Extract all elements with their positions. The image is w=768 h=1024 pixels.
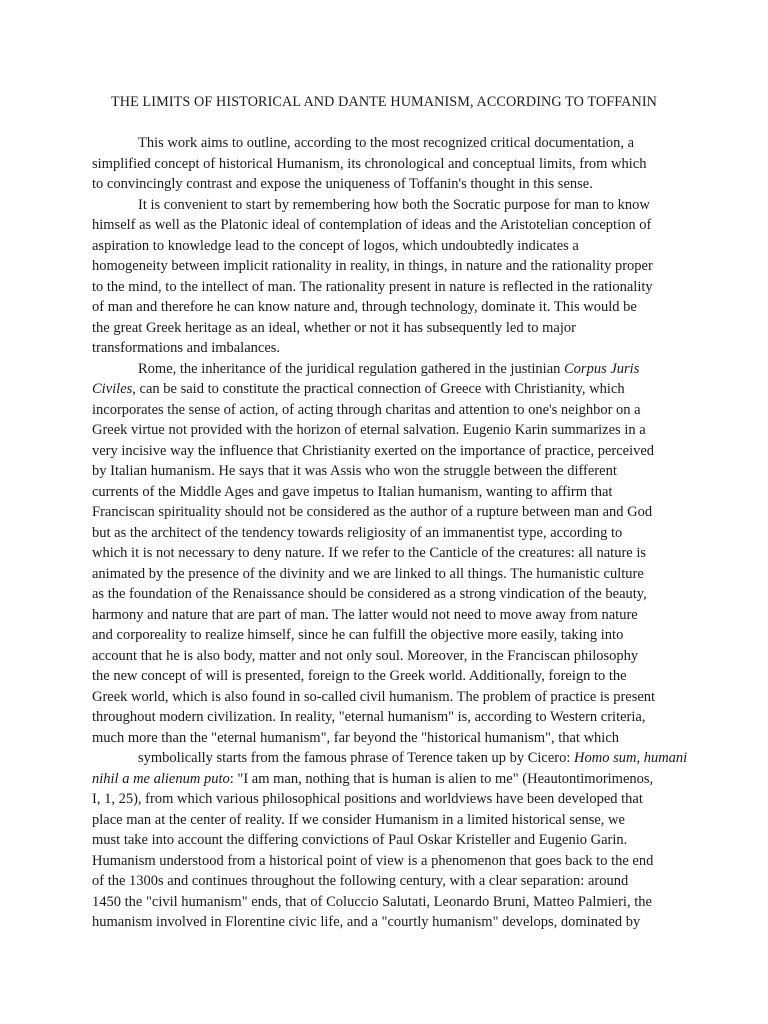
line-text: himself as well as the Platonic ideal of contemplation of ideas and the Aristotelian conception of (92, 217, 652, 233)
text-line (92, 359, 692, 380)
line-text: must take into account the differing convictions of Paul Oskar Kristeller and Eugenio Garin. (92, 832, 628, 848)
line-text: account that he is also body, matter and not only soul. Moreover, in the Franciscan philosophy (92, 647, 639, 664)
text-line (92, 666, 692, 687)
text-line (92, 707, 692, 728)
italic-phrase: Civiles (92, 381, 133, 397)
text-line (92, 584, 692, 605)
line-text: of man and therefore he can know nature and, through technology, dominate it. This would be (92, 299, 637, 315)
line-text: Greek virtue not provided with the horizon of eternal salvation. Eugenio Karin summarizes in a (92, 422, 646, 438)
text-line (92, 379, 692, 400)
text-line (92, 769, 692, 790)
document-body (92, 133, 692, 933)
line-text: harmony and nature that are part of man. The latter would not need to move away from nature (92, 606, 638, 623)
line-text: humanism involved in Florentine civic life, and a "courtly humanism" develops, dominated by (92, 914, 641, 930)
line-text: 1450 the "civil humanism" ends, that of Coluccio Salutati, Leonardo Bruni, Matteo Palmieri, the (92, 893, 652, 910)
line-text: Humanism understood from a historical point of view is a phenomenon that goes back to the end (92, 852, 654, 869)
text-line (92, 748, 692, 769)
line-text: , can be said to constitute the practical connection of Greece with Christianity, which (132, 381, 625, 397)
text-line (92, 605, 692, 626)
line-text: place man at the center of reality. If we consider Humanism in a limited historical sense, we (92, 811, 625, 828)
line-text: to the mind, to the intellect of man. The rationality present in nature is reflected in the rationality (92, 278, 653, 295)
text-line (92, 318, 692, 339)
line-text: transformations and imbalances. (92, 340, 281, 356)
text-line (92, 215, 692, 236)
line-text: incorporates the sense of action, of acting through charitas and attention to one's neighbor on a (92, 401, 641, 418)
text-line (92, 646, 692, 667)
line-text: symbolically starts from the famous phrase of Terence taken up by Cicero: (138, 750, 575, 766)
line-text: as the foundation of the Renaissance should be considered as a strong vindication of the beauty, (92, 586, 647, 602)
line-text: but as the architect of the tendency towards religiosity of an immanentist type, according to (92, 524, 623, 541)
line-text: animated by the presence of the divinity and we are linked to all things. The humanistic culture (92, 565, 644, 582)
line-text: of the 1300s and continues throughout the following century, with a clear separation: around (92, 873, 629, 889)
text-line (92, 461, 692, 482)
text-line (92, 912, 692, 933)
line-text: the new concept of will is presented, foreign to the Greek world. Additionally, foreign to the (92, 668, 627, 684)
line-text: I, 1, 25), from which various philosophical positions and worldviews have been developed that (92, 791, 643, 807)
text-line (92, 154, 692, 175)
text-line (92, 564, 692, 585)
text-line (92, 277, 692, 298)
line-text: aspiration to knowledge lead to the concept of logos, which undoubtedly indicates a (92, 237, 579, 254)
text-line (92, 195, 692, 216)
text-line (92, 256, 692, 277)
text-line (92, 297, 692, 318)
line-text: the great Greek heritage as an ideal, whether or not it has subsequently led to major (92, 319, 576, 336)
text-line (92, 133, 692, 154)
line-text: to convincingly contrast and expose the uniqueness of Toffanin's thought in this sense. (92, 176, 593, 192)
italic-phrase: Homo sum, humani (574, 750, 688, 766)
text-line (92, 871, 692, 892)
text-line (92, 789, 692, 810)
text-line (92, 482, 692, 503)
line-text: homogeneity between implicit rationality in reality, in things, in nature and the rationality proper (92, 258, 653, 274)
line-text: which it is not necessary to deny nature. If we refer to the Canticle of the creatures: all nature is (92, 545, 647, 561)
line-text: This work aims to outline, according to the most recognized critical documentation, a (138, 135, 635, 151)
text-line (92, 236, 692, 257)
text-line (92, 338, 692, 359)
text-line (92, 830, 692, 851)
text-line (92, 441, 692, 462)
text-line (92, 420, 692, 441)
line-text: and corporeality to realize himself, since he can fulfill the objective more easily, taking into (92, 627, 624, 643)
line-text: by Italian humanism. He says that it was Assis who won the struggle between the different (92, 463, 617, 479)
text-line (92, 810, 692, 831)
italic-phrase: Corpus Juris (564, 360, 640, 377)
text-line (92, 502, 692, 523)
line-text: Franciscan spirituality should not be considered as the author of a rupture between man and God (92, 504, 653, 520)
line-text: : "I am man, nothing that is human is alien to me" (Heautontimorimenos, (229, 770, 654, 787)
text-line (92, 174, 692, 195)
line-text: currents of the Middle Ages and gave impetus to Italian humanism, wanting to affirm that (92, 483, 613, 500)
text-line (92, 625, 692, 646)
line-text: very incisive way the influence that Christianity exerted on the importance of practice, perceived (92, 442, 655, 459)
line-text: much more than the "eternal humanism", far beyond the "historical humanism", that which (92, 729, 620, 746)
document-title: THE LIMITS OF HISTORICAL AND DANTE HUMANISM, ACCORDING TO TOFFANIN (110, 94, 658, 110)
line-text: Greek world, which is also found in so-called civil humanism. The problem of practice is present (92, 688, 656, 705)
text-line (92, 728, 692, 749)
text-line (92, 687, 692, 708)
line-text: simplified concept of historical Humanism, its chronological and conceptual limits, from which (92, 155, 647, 172)
text-line (92, 851, 692, 872)
line-text: It is convenient to start by remembering how both the Socratic purpose for man to know (138, 196, 650, 213)
text-line (92, 523, 692, 544)
text-line (92, 543, 692, 564)
line-text: throughout modern civilization. In reality, "eternal humanism" is, according to Western criteria, (92, 709, 646, 725)
text-line (92, 400, 692, 421)
italic-phrase: nihil a me alienum puto (92, 770, 230, 787)
line-text: Rome, the inheritance of the juridical regulation gathered in the justinian (138, 360, 565, 377)
text-line (92, 892, 692, 913)
